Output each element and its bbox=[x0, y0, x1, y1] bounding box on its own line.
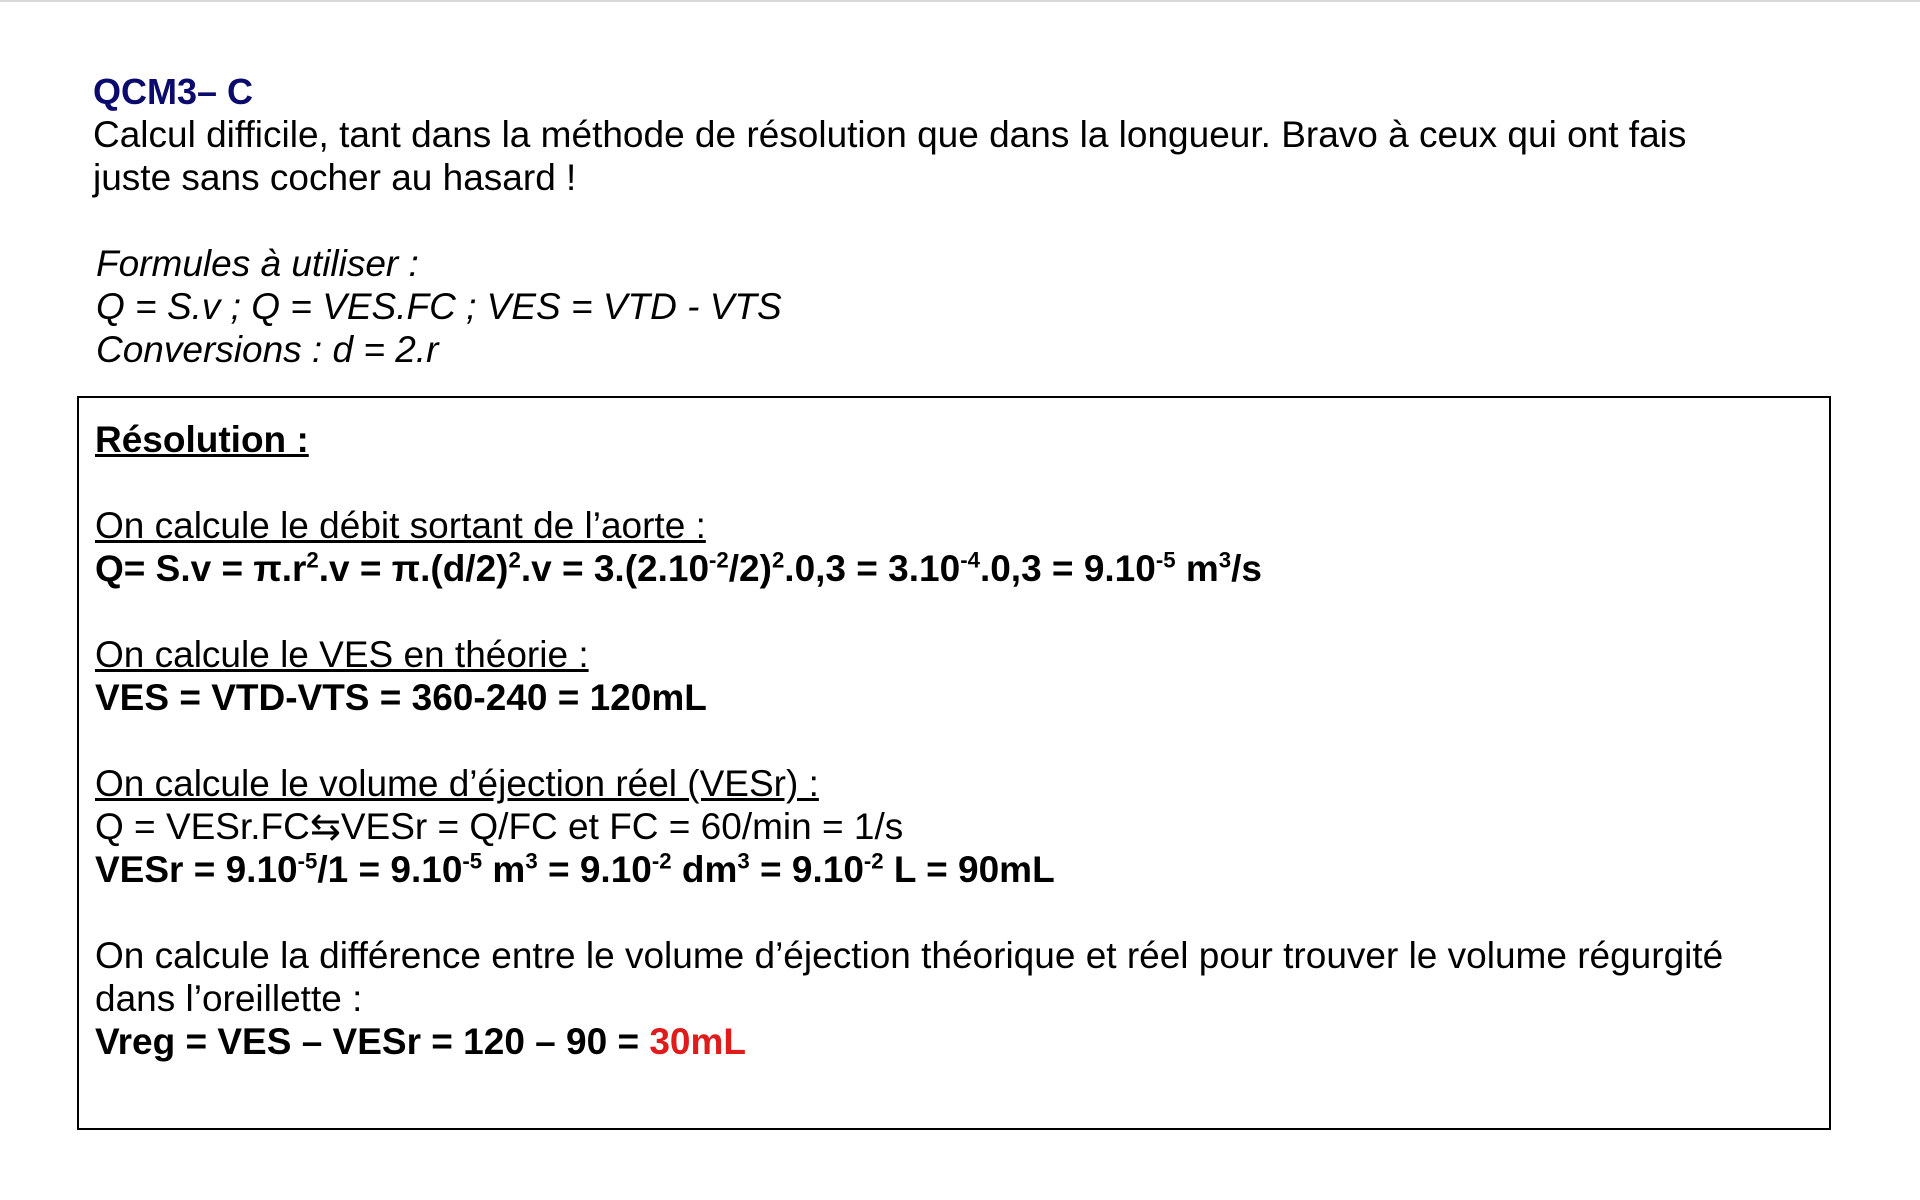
question-title: QCM3– C bbox=[93, 71, 254, 112]
formulas-line-2: Conversions : d = 2.r bbox=[96, 329, 439, 370]
eq-exponent: 2 bbox=[306, 547, 319, 573]
eq-exponent: 2 bbox=[771, 547, 785, 573]
step-real-ves-equation bbox=[95, 848, 1809, 891]
formulas-block bbox=[93, 242, 1833, 371]
eq-exponent: 3 bbox=[1218, 547, 1232, 573]
eq-part: m bbox=[482, 849, 526, 890]
eq-exponent: -5 bbox=[297, 848, 318, 874]
eq-part: /1 = 9.10 bbox=[317, 849, 463, 890]
step-real-ves-relation: Q = VESr.FC⇆VESr = Q/FC et FC = 60/min = 1/s bbox=[95, 806, 904, 847]
eq-part: VESr = 9.10 bbox=[95, 849, 298, 890]
step-aortic-flow-heading: On calcule le débit sortant de l’aorte : bbox=[95, 505, 706, 546]
eq-part: = 9.10 bbox=[749, 849, 864, 890]
step-real-ves-heading: On calcule le volume d’éjection réel (VESr) : bbox=[95, 763, 819, 804]
resolution-content bbox=[95, 418, 1809, 1063]
step-regurgitated-equation bbox=[95, 1020, 1809, 1063]
eq-exponent: -2 bbox=[651, 848, 672, 874]
eq-part: = 9.10 bbox=[537, 849, 652, 890]
eq-part: dm bbox=[671, 849, 738, 890]
eq-exponent: -2 bbox=[709, 547, 729, 573]
document-body bbox=[93, 70, 1833, 371]
eq-part: m bbox=[1175, 548, 1219, 589]
eq-exponent: 3 bbox=[737, 848, 750, 874]
step-theoretical-ves bbox=[95, 633, 1809, 719]
intro-paragraph bbox=[93, 113, 1833, 199]
step-regurgitated-volume bbox=[95, 934, 1809, 1063]
eq-part: L = 90mL bbox=[883, 849, 1055, 890]
formulas-heading: Formules à utiliser : bbox=[96, 243, 419, 284]
intro-line-2: juste sans cocher au hasard ! bbox=[93, 157, 577, 198]
eq-part: .0,3 = 3.10 bbox=[784, 548, 961, 589]
formulas-line-1: Q = S.v ; Q = VES.FC ; VES = VTD - VTS bbox=[96, 286, 782, 327]
step-regurgitated-text-1: On calcule la différence entre le volume d’éjection théorique et réel pour trouver le volume régurgité bbox=[95, 935, 1724, 976]
eq-part: Vreg = VES – VESr = 120 – 90 = bbox=[95, 1021, 650, 1062]
step-regurgitated-text-2: dans l’oreillette : bbox=[95, 978, 363, 1019]
eq-part: .v = 3.(2.10 bbox=[520, 548, 710, 589]
step-aortic-flow bbox=[95, 504, 1809, 590]
eq-part: .0,3 = 9.10 bbox=[979, 548, 1156, 589]
eq-part: /2) bbox=[728, 548, 772, 589]
eq-part: Q= S.v = π.r bbox=[95, 548, 307, 589]
page-top-edge bbox=[0, 0, 1920, 2]
resolution-box bbox=[77, 396, 1831, 1130]
eq-exponent: 3 bbox=[525, 848, 538, 874]
eq-exponent: 2 bbox=[508, 547, 521, 573]
resolution-title: Résolution : bbox=[95, 419, 309, 460]
eq-exponent: -4 bbox=[960, 547, 980, 573]
final-answer: 30mL bbox=[649, 1021, 747, 1062]
eq-part: /s bbox=[1231, 548, 1262, 589]
step-theoretical-ves-heading: On calcule le VES en théorie : bbox=[95, 634, 589, 675]
step-theoretical-ves-equation: VES = VTD-VTS = 360-240 = 120mL bbox=[95, 677, 707, 718]
eq-exponent: -2 bbox=[863, 848, 884, 874]
eq-exponent: -5 bbox=[462, 848, 483, 874]
eq-part: .v = π.(d/2) bbox=[318, 548, 509, 589]
step-aortic-flow-equation bbox=[95, 547, 1809, 590]
step-real-ves bbox=[95, 762, 1809, 891]
eq-exponent: -5 bbox=[1155, 547, 1176, 573]
intro-line-1: Calcul difficile, tant dans la méthode de résolution que dans la longueur. Bravo à ceux qui ont fais bbox=[93, 114, 1687, 155]
